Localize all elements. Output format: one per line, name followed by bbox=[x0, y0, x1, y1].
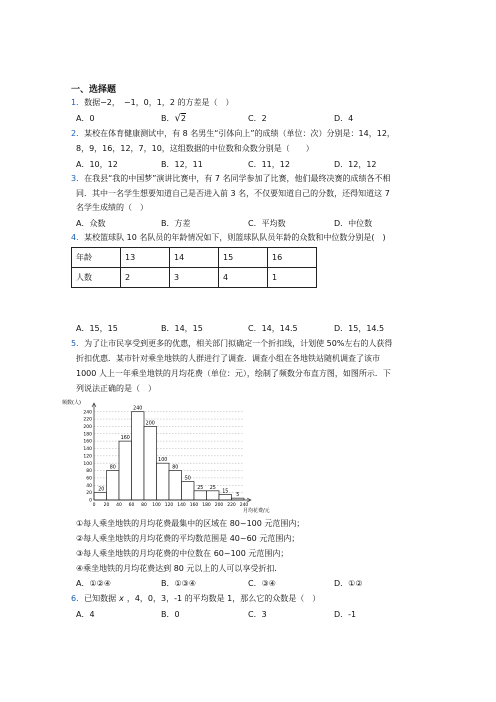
statement-1: ①每人乘坐地铁的月均花费最集中的区域在 80~100 元范围内； bbox=[76, 519, 305, 528]
question-number: 1． bbox=[71, 98, 85, 107]
x-tick-label: 80 bbox=[141, 503, 147, 508]
y-tick-label: 120 bbox=[83, 454, 92, 460]
y-tick-label: 180 bbox=[83, 432, 92, 438]
question-1 bbox=[71, 97, 234, 108]
question-text: 某校篮球队 10 名队员的年龄情况如下，则篮球队队员年龄的众数和中位数分别是( ) bbox=[84, 233, 386, 242]
question-number: 4． bbox=[71, 233, 85, 242]
y-tick-label: 240 bbox=[83, 410, 92, 416]
question-2 bbox=[71, 128, 395, 139]
bar bbox=[194, 491, 207, 500]
option-a[interactable]: A．10，12 bbox=[76, 160, 118, 169]
table-cell: 2 bbox=[121, 268, 170, 288]
y-tick-label: 160 bbox=[83, 439, 92, 445]
y-tick-label: 100 bbox=[83, 461, 92, 467]
question-number: 3． bbox=[71, 174, 85, 183]
table-cell: 年龄 bbox=[72, 248, 121, 268]
bar bbox=[207, 491, 220, 500]
x-tick-label: 0 bbox=[92, 503, 96, 508]
option-d[interactable]: D．①② bbox=[334, 579, 363, 588]
option-label: B． bbox=[161, 114, 175, 123]
bar-value-label: 50 bbox=[184, 476, 191, 482]
bar-value-label: 20 bbox=[98, 487, 105, 493]
section-title: 一、选择题 bbox=[71, 85, 117, 95]
bar bbox=[182, 482, 195, 500]
option-d[interactable]: D．12，12 bbox=[334, 160, 377, 169]
table-cell: 4 bbox=[219, 268, 268, 288]
y-tick-label: 20 bbox=[86, 491, 92, 497]
x-tick-label: 180 bbox=[202, 503, 211, 508]
bar bbox=[157, 463, 170, 500]
bar bbox=[219, 494, 232, 500]
x-tick-label: 100 bbox=[152, 503, 161, 508]
question-6 bbox=[71, 593, 320, 604]
x-tick-label: 220 bbox=[227, 503, 236, 508]
option-a[interactable]: A．众数 bbox=[76, 219, 106, 228]
option-b[interactable]: B．14，15 bbox=[161, 324, 203, 333]
table-cell: 1 bbox=[268, 268, 317, 288]
bar bbox=[94, 493, 107, 500]
question-5 bbox=[71, 338, 392, 349]
bar bbox=[132, 412, 145, 500]
x-tick-label: 160 bbox=[189, 503, 199, 508]
y-tick-label: 200 bbox=[83, 425, 92, 430]
sqrt-icon: √ bbox=[174, 113, 181, 124]
question-5-line4: 列说法正确的是（ ） bbox=[76, 384, 156, 393]
sqrt-arg: 2 bbox=[180, 114, 186, 123]
question-3-line3: 名学生成绩的（ ） bbox=[76, 203, 148, 212]
option-b[interactable]: B．12，11 bbox=[161, 160, 203, 169]
table-cell: 人数 bbox=[72, 268, 121, 288]
y-tick-label: 60 bbox=[86, 476, 92, 482]
option-d[interactable]: D．-1 bbox=[334, 610, 357, 619]
x-tick-label: 40 bbox=[116, 503, 122, 508]
question-5-line3: 1000 人上一年乘坐地铁的月均花费（单位：元），绘制了频数分布直方图，如图所示．下 bbox=[76, 369, 391, 378]
question-number: 5． bbox=[71, 339, 85, 348]
question-3 bbox=[71, 173, 391, 184]
x-tick-label: 240 bbox=[239, 503, 249, 508]
math-value: −2， bbox=[100, 98, 120, 107]
question-number: 2． bbox=[71, 129, 85, 138]
statement-3: ③每人乘坐地铁的月均花费的中位数在 60~100 元范围内； bbox=[76, 549, 289, 558]
question-2-line2: 8，9，16，12，7，10，这组数据的中位数和众数分别是（ ） bbox=[76, 144, 314, 153]
option-d[interactable]: D．4 bbox=[334, 114, 354, 123]
question-text: 已知数据 bbox=[84, 594, 117, 603]
question-text: 在我县“我的中国梦”演讲比赛中，有 7 名同学参加了比赛，他们最终决赛的成绩各不相 bbox=[84, 174, 391, 183]
y-axis-label: 频数(人) bbox=[62, 400, 81, 406]
bar-value-label: 80 bbox=[172, 465, 179, 471]
option-a[interactable]: A．0 bbox=[76, 114, 95, 123]
option-b[interactable]: B．0 bbox=[161, 610, 180, 619]
option-c[interactable]: C．14，14.5 bbox=[248, 324, 298, 333]
option-b[interactable] bbox=[161, 113, 186, 124]
y-tick-label: 140 bbox=[83, 447, 92, 453]
x-tick-label: 140 bbox=[177, 503, 186, 508]
bar bbox=[119, 441, 132, 500]
histogram-chart bbox=[60, 394, 280, 514]
table-cell: 15 bbox=[219, 248, 268, 268]
option-c[interactable]: C．平均数 bbox=[248, 219, 286, 228]
bar-value-label: 5 bbox=[236, 493, 240, 499]
y-tick-label: 40 bbox=[86, 483, 92, 489]
option-d[interactable]: D．15，14.5 bbox=[334, 324, 385, 333]
bar-value-label: 15 bbox=[222, 489, 229, 495]
bar-value-label: 240 bbox=[133, 406, 143, 412]
bar-value-label: 25 bbox=[209, 485, 216, 491]
option-c[interactable]: C．3 bbox=[248, 610, 267, 619]
x-tick-label: 200 bbox=[214, 503, 224, 508]
bar-value-label: 160 bbox=[120, 436, 130, 442]
statement-4: ④乘坐地铁的月均花费达到 80 元以上的人可以享受折扣． bbox=[76, 564, 283, 573]
question-3-line2: 同．其中一名学生想要知道自己是否进入前 3 名，不仅要知道自己的分数，还得知道这 7 bbox=[76, 189, 390, 198]
x-tick-label: 120 bbox=[164, 503, 174, 508]
bar-value-label: 80 bbox=[109, 465, 116, 471]
bar-value-label: 100 bbox=[158, 458, 168, 464]
bar-value-label: 200 bbox=[145, 421, 155, 427]
option-a[interactable]: A．15，15 bbox=[76, 324, 118, 333]
option-c[interactable]: C．③④ bbox=[248, 579, 276, 588]
y-tick-label: 220 bbox=[83, 417, 92, 423]
x-tick-label: 20 bbox=[103, 503, 110, 508]
table-cell: 16 bbox=[268, 248, 317, 268]
table-cell: 13 bbox=[121, 248, 170, 268]
y-tick-label: 0 bbox=[89, 498, 92, 504]
table-row bbox=[72, 248, 317, 268]
statement-2: ②每人乘坐地铁的月均花费的平均数范围是 40~60 元范围内； bbox=[76, 534, 300, 543]
bar bbox=[169, 471, 182, 500]
question-text: ，4，0，3，-1 的平均数是 1，那么它的众数是（ ） bbox=[126, 594, 321, 603]
question-5-line2: 折扣优惠．某市针对乘坐地铁的人群进行了调查．调查小组在各地铁站随机调查了该市 bbox=[76, 354, 380, 363]
bar bbox=[144, 426, 157, 500]
option-c[interactable]: C．11，12 bbox=[248, 160, 290, 169]
age-table bbox=[71, 247, 317, 288]
y-tick-label: 80 bbox=[86, 469, 92, 475]
variable-x: x bbox=[119, 594, 124, 603]
question-text: 某校在体育健康测试中，有 8 名男生“引体向上”的成绩（单位：次）分别是：14，12， bbox=[84, 129, 395, 138]
bar-value-label: 25 bbox=[197, 485, 204, 491]
option-d[interactable]: D．中位数 bbox=[334, 219, 373, 228]
table-row bbox=[72, 268, 317, 288]
option-a[interactable]: A．①②④ bbox=[76, 579, 111, 588]
question-text: 数据 bbox=[84, 98, 101, 107]
option-a[interactable]: A．4 bbox=[76, 610, 95, 619]
question-text: ，0，1，2 的方差是（ ） bbox=[135, 98, 234, 107]
math-value: −1 bbox=[123, 98, 136, 107]
option-c[interactable]: C．2 bbox=[248, 114, 267, 123]
table-cell: 3 bbox=[170, 268, 219, 288]
x-axis-label: 月均花费/元 bbox=[243, 508, 270, 514]
x-tick-label: 60 bbox=[128, 503, 135, 508]
question-text: 为了让市民享受到更多的优惠，相关部门拟确定一个折扣线，计划使 50%左右的人获得 bbox=[84, 339, 393, 348]
question-4 bbox=[71, 232, 386, 243]
table-cell: 14 bbox=[170, 248, 219, 268]
option-b[interactable]: B．方差 bbox=[161, 219, 191, 228]
question-number: 6． bbox=[71, 594, 85, 603]
option-b[interactable]: B．①③④ bbox=[161, 579, 197, 588]
bar bbox=[107, 471, 120, 500]
